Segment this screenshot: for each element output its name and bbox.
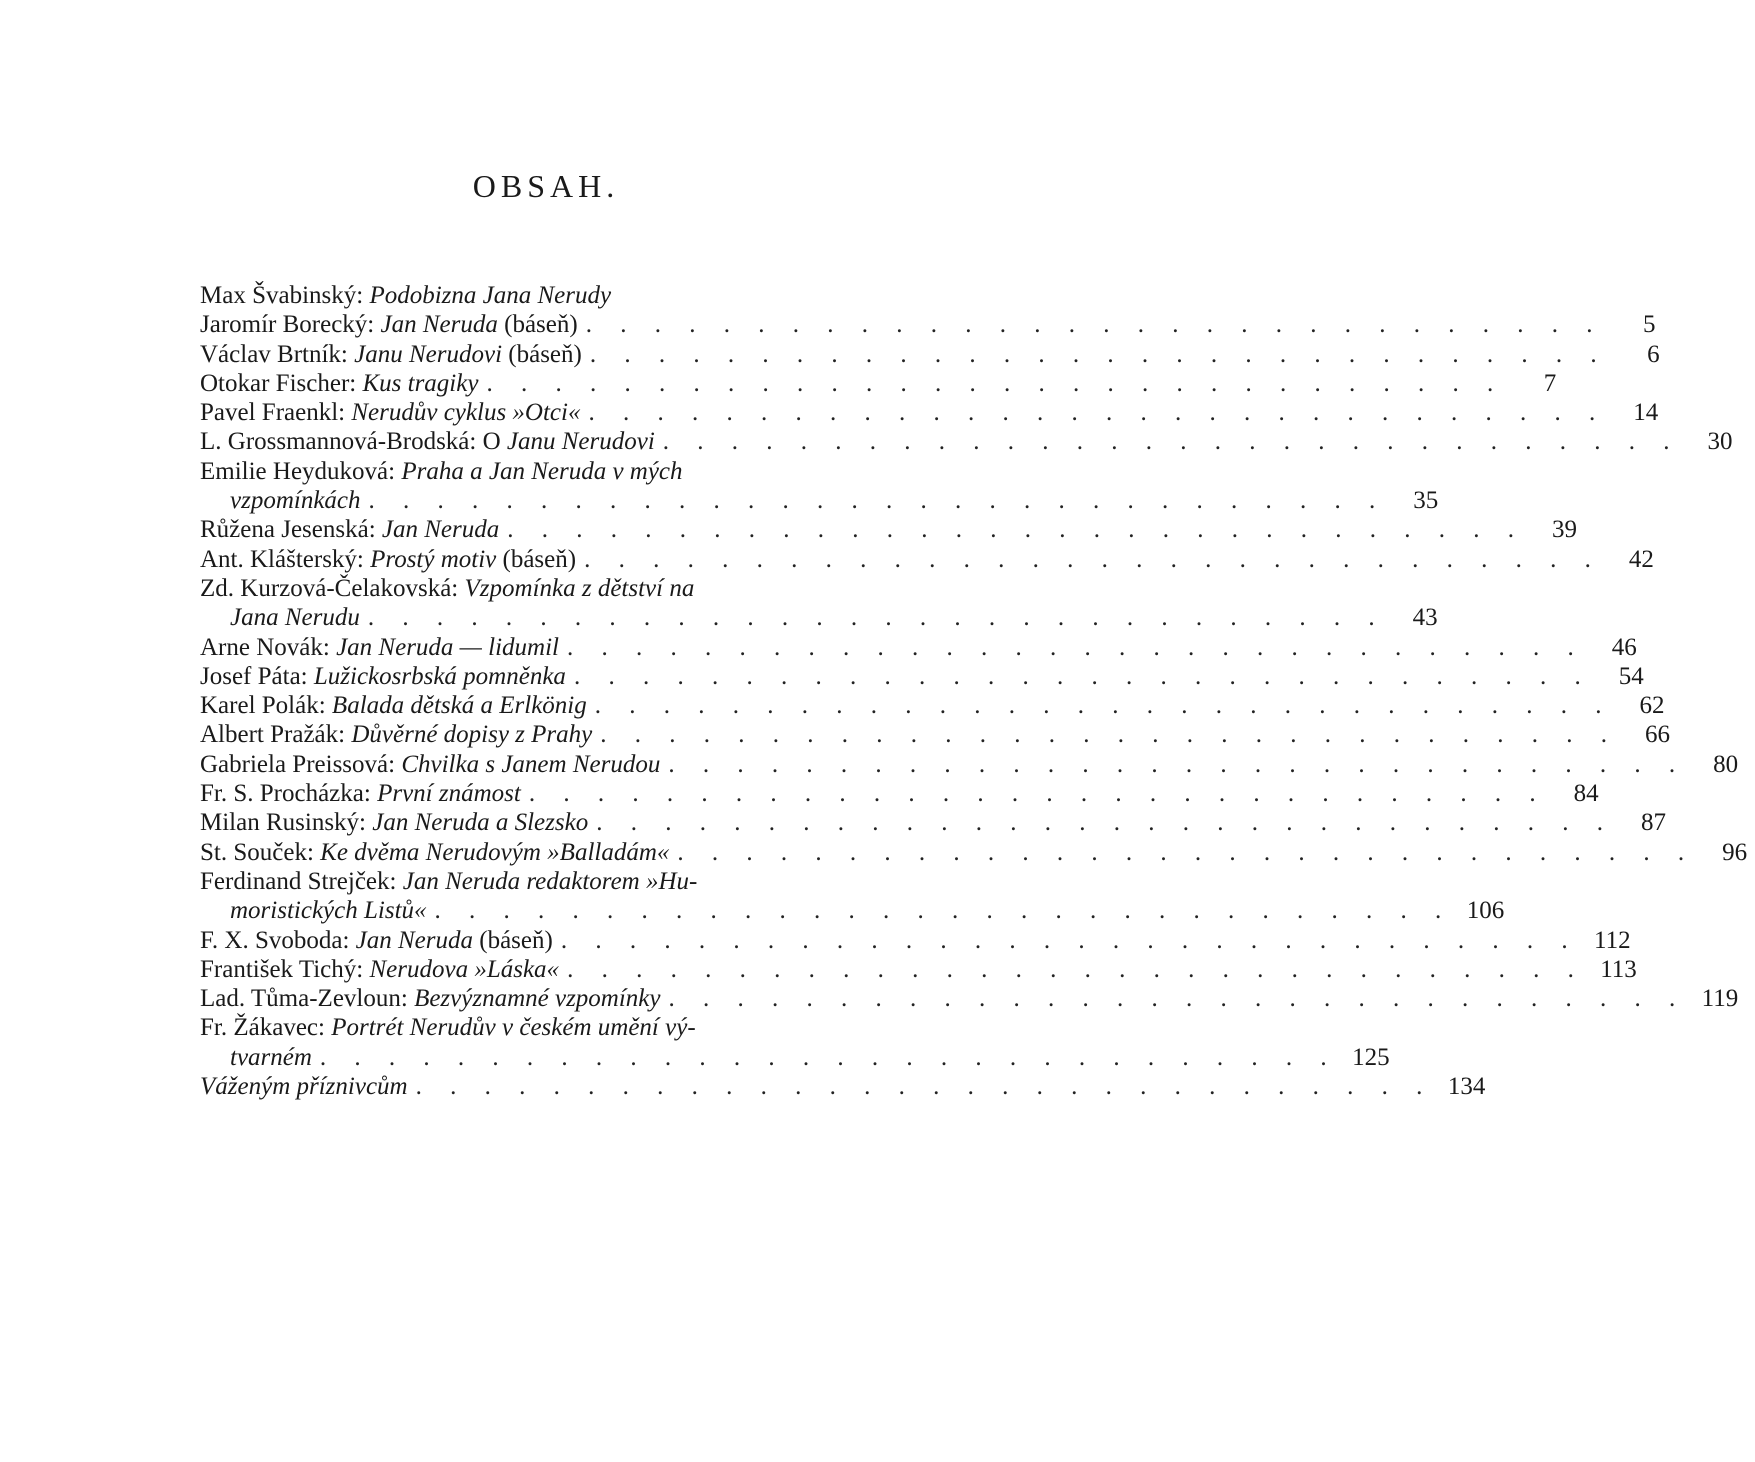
entry-author: Max Švabinský: [200,282,370,309]
toc-entry-line [200,515,1577,544]
entry-author: Ferdinand Strejček: [200,867,403,895]
entry-title: Jan Neruda [381,516,500,544]
toc-entry [200,779,1599,808]
page-number: 42 [1628,545,1654,573]
dot-leader: . . . . . . . . . . . . . . . . . . . . . . . . . . . . . . [600,721,1619,749]
toc-entry [200,457,1439,516]
page-number: 119 [1701,985,1739,1013]
entry-author: Otokar Fischer: [200,369,363,397]
entry-title: Důvěrné dopisy z Prahy [351,721,593,749]
toc-entry-line [200,398,1659,427]
dot-leader: . . . . . . . . . . . . . . . . . . . . . . . . . . . . . . [594,692,1613,720]
entry-title: Lužickosrbská pomněnka [313,662,566,690]
page-number: 43 [1412,604,1438,632]
entry-author: Fr. S. Procházka: [200,780,378,808]
toc-entry [200,633,1637,662]
toc-entry-line [200,340,1660,369]
entry-note: (báseň) [496,545,577,573]
page-title: OBSAH. [472,168,620,204]
dot-leader: . . . . . . . . . . . . . . . . . . . . . . . . . . . . . . [567,633,1585,661]
entry-note: (báseň) [502,340,582,368]
page-number: 14 [1633,399,1659,427]
toc-entry-line [200,281,900,310]
dot-leader: . . . . . . . . . . . . . . . . . . . . . . . . . . . . . . [434,897,1453,925]
entry-author: St. Souček: [200,838,321,866]
toc-entry-line [200,779,1599,808]
entry-title: Kus tragiky [362,369,479,397]
page-number: 6 [1647,340,1660,368]
toc-entry-line [200,720,1671,749]
toc-entry [200,340,1660,369]
toc-entry-line [200,486,1439,515]
entry-author: Josef Páta: [200,662,314,690]
toc-entry-line [200,750,1739,779]
dot-leader: . . . . . . . . . . . . . . . . . . . . . . . . . . . . . . [596,809,1614,837]
toc-entry-line [200,1043,1390,1072]
dot-leader: . . . . . . . . . . . . . . . . . . . . . . . . . . . . . . [589,340,1608,368]
dot-leader: . . . . . . . . . . . . . . . . . . . . . . . . . . . . . . [415,1073,1434,1101]
toc-entry-line [200,896,1505,925]
entry-author: Arne Novák: [200,633,337,661]
toc-entry [200,750,1739,779]
entry-author: F. X. Svoboda: [200,926,356,954]
entry-title: Nerudův cyklus »Otci« [351,399,581,427]
toc-entry-line [200,691,1665,720]
dot-leader: . . . . . . . . . . . . . . . . . . . . . . . . . . . . . . [677,838,1696,866]
dot-leader: . . . . . . . . . . . . . . . . . . . . . . . . . . . . . . [368,487,1387,515]
toc-entry [200,398,1659,427]
dot-leader: . . . . . . . . . . . . . . . . . . . . . . . . . . . . . . [573,662,1592,690]
page-number: 46 [1611,633,1637,661]
dot-leader: . . . . . . . . . . . . . . . . . . . . . . . . . . . . . . [668,750,1687,778]
dot-leader: . . . . . . . . . . . . . . . . . . . . . . . . . . . . . . [668,985,1687,1013]
page-number: 54 [1618,662,1644,690]
entry-title: Jan Neruda — lidumil [336,633,559,661]
toc-entry [200,984,1739,1013]
page-number: 84 [1573,780,1599,808]
toc-entry [200,369,1557,398]
entry-title-continued: moristických Listů« [230,897,427,925]
dot-leader: . . . . . . . . . . . . . . . . . . . . . . . . . . . . . . [507,516,1525,544]
toc-entry [200,310,1656,339]
toc-entry-line [200,808,1666,837]
toc-entry-line [200,457,900,486]
entry-author: Zd. Kurzová-Čelakovská: [200,574,465,602]
page-number: 66 [1645,721,1671,749]
toc-entry-line [200,662,1644,691]
dot-leader: . . . . . . . . . . . . . . . . . . . . . . . . . . . . . . [528,780,1547,808]
entry-author: Karel Polák: [200,692,332,720]
entry-author: Ant. Klášterský: [200,545,371,573]
page-number: 96 [1722,838,1748,866]
entry-title: Jan Neruda [355,926,474,954]
entry-note: (báseň) [497,311,578,339]
entry-author: Růžena Jesenská: [200,516,382,544]
toc-entry-line [200,574,900,603]
toc-entry [200,691,1665,720]
entry-title: Balada dětská a Erlkönig [331,692,587,720]
toc-entry-line [200,867,900,896]
toc-entry [200,808,1666,837]
toc-entry-line [200,926,1631,955]
page-number: 39 [1552,516,1577,544]
entry-author: Gabriela Preissová: [200,750,402,778]
page-number: 112 [1594,926,1631,954]
page-number: 30 [1707,428,1733,456]
dot-leader: . . . . . . . . . . . . . . . . . . . . . . . . . . . . . . [560,926,1579,954]
entry-note: (báseň) [473,926,553,954]
entry-title: Janu Nerudovi [354,340,503,368]
toc-entry [200,720,1671,749]
entry-title-continued: vzpomínkách [230,487,361,515]
page-number: 134 [1447,1073,1486,1101]
entry-title: Prostý motiv [370,545,497,573]
page-number: 87 [1640,809,1666,837]
toc-entry [200,281,900,310]
page-number: 113 [1600,955,1637,983]
entry-title: Váženým příznivcům [200,1073,408,1101]
page-number: 125 [1352,1043,1390,1071]
entry-title: Jan Neruda a Slezsko [372,809,589,837]
entry-title: Praha a Jan Neruda v mých [401,457,683,485]
toc-entry [200,515,1577,544]
entry-author: Fr. Žákavec: [200,1014,332,1042]
toc-entry-line [200,633,1637,662]
toc-entry-line [200,427,1733,456]
entry-title: Podobizna Jana Nerudy [369,282,612,309]
toc-entry [200,1013,1390,1072]
entry-title: Portrét Nerudův v českém umění vý- [331,1014,696,1042]
page-number: 35 [1413,487,1439,515]
page-number: 5 [1642,311,1656,339]
toc-entry [200,662,1644,691]
dot-leader: . . . . . . . . . . . . . . . . . . . . . . . . . . . . . . [319,1043,1338,1071]
entry-author: František Tichý: [200,955,370,983]
toc-entry [200,427,1733,456]
entry-title: Vzpomínka z dětství na [464,574,695,602]
dot-leader: . . . . . . . . . . . . . . . . . . . . . . . . . . . . . . [367,604,1386,632]
toc-entry [200,545,1654,574]
page-number: 80 [1713,750,1739,778]
toc-entry-line [200,1013,900,1042]
toc-entry [200,926,1631,955]
entry-title-continued: tvarném [230,1043,312,1071]
toc-entry [200,867,1505,926]
page-number: 62 [1639,692,1665,720]
toc-entry [200,1072,1486,1101]
entry-author: Emilie Heyduková: [200,457,402,485]
toc-entry-line [200,984,1739,1013]
entry-title: Ke dvěma Nerudovým »Balladám« [320,838,670,866]
toc-entry [200,955,1637,984]
entry-title: Jan Neruda redaktorem »Hu- [402,867,698,895]
dot-leader: . . . . . . . . . . . . . . . . . . . . . . . . . . . . . . [584,545,1602,573]
entry-author: Milan Rusinský: [200,809,373,837]
table-of-contents [200,281,1748,1101]
page-number: 106 [1466,897,1505,925]
entry-title: Jan Neruda [380,311,498,339]
entry-title: Chvilka s Janem Nerudou [401,750,661,778]
entry-title: První známost [377,780,521,808]
toc-entry-line [200,310,1656,339]
page-number: 7 [1543,369,1557,397]
toc-entry [200,838,1748,867]
dot-leader: . . . . . . . . . . . . . . . . . . . . . . . . . . . . . . [486,369,1505,397]
entry-title: Janu Nerudovi [506,428,655,456]
entry-author: L. Grossmannová-Brodská: O [200,428,507,456]
entry-author: Jaromír Borecký: [200,311,381,339]
dot-leader: . . . . . . . . . . . . . . . . . . . . . . . . . . . . . . [588,399,1607,427]
entry-title-continued: Jana Nerudu [230,604,360,632]
entry-title: Bezvýznamné vzpomínky [414,985,661,1013]
dot-leader: . . . . . . . . . . . . . . . . . . . . . . . . . . . . . . [585,311,1604,339]
toc-entry [200,574,1438,633]
toc-entry-line [200,545,1654,574]
toc-entry-line [200,603,1438,632]
toc-entry-line [200,369,1557,398]
dot-leader: . . . . . . . . . . . . . . . . . . . . . . . . . . . . . . [567,955,1585,983]
dot-leader: . . . . . . . . . . . . . . . . . . . . . . . . . . . . . . [662,428,1681,456]
entry-author: Albert Pražák: [200,721,352,749]
entry-author: Lad. Tůma-Zevloun: [200,985,415,1013]
entry-author: Pavel Fraenkl: [200,399,352,427]
toc-entry-line [200,838,1748,867]
entry-title: Nerudova »Láska« [369,955,560,983]
entry-author: Václav Brtník: [200,340,355,368]
toc-entry-line [200,955,1637,984]
toc-entry-line [200,1072,1486,1101]
